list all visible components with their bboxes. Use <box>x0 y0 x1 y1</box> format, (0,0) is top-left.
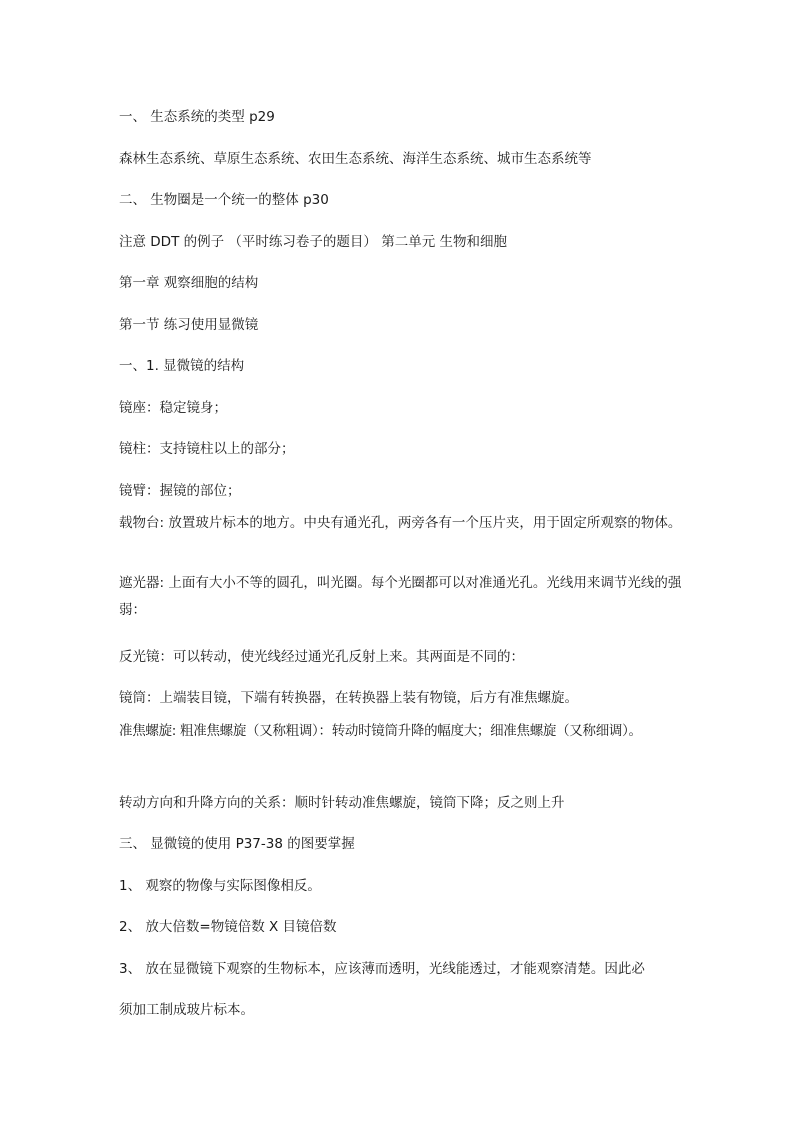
heading-chapter-one: 第一章 观察细胞的结构 <box>119 275 259 291</box>
item-mirror-pillar: 镜柱：支持镜柱以上的部分； <box>119 441 295 457</box>
heading-biosphere: 二、 生物圈是一个统一的整体 p30 <box>119 192 329 208</box>
heading-microscope-usage: 三、 显微镜的使用 P37-38 的图要掌握 <box>119 836 355 852</box>
paragraph-ecosystem-list: 森林生态系统、草原生态系统、农田生态系统、海洋生态系统、城市生态系统等 <box>119 151 592 167</box>
item-focus-knob: 准焦螺旋: 粗准焦螺旋（又称粗调）：转动时镜筒升降的幅度大；细准焦螺旋（又称细调）。 <box>119 723 642 739</box>
item-tube: 镜筒：上端装目镜，下端有转换器，在转换器上装有物镜，后方有准焦螺旋。 <box>119 690 578 706</box>
list-item-3: 3、 放在显微镜下观察的生物标本，应该薄而透明，光线能透过，才能观察清楚。因此必 <box>119 961 645 977</box>
paragraph-rotation-direction: 转动方向和升降方向的关系：顺时针转动准焦螺旋，镜筒下降；反之则上升 <box>119 795 565 811</box>
heading-microscope-structure: 一、1. 显微镜的结构 <box>119 358 245 374</box>
item-diaphragm: 遮光器: 上面有大小不等的圆孔，叫光圈。每个光圈都可以对准通光孔。光线用来调节光线的强弱： <box>119 575 682 618</box>
list-item-1: 1、 观察的物像与实际图像相反。 <box>119 878 321 894</box>
item-mirror-arm: 镜臂：握镜的部位； <box>119 483 241 499</box>
paragraph-ddt-note: 注意 DDT 的例子 （平时练习卷子的题目） 第二单元 生物和细胞 <box>119 234 507 250</box>
list-item-3-continued: 须加工制成玻片标本。 <box>119 1002 254 1018</box>
item-mirror-base: 镜座：稳定镜身； <box>119 400 227 416</box>
item-stage: 载物台: 放置玻片标本的地方。中央有通光孔，两旁各有一个压片夹，用于固定所观察的物体。 <box>119 515 682 531</box>
heading-ecosystem-types: 一、 生态系统的类型 p29 <box>119 109 275 125</box>
list-item-2: 2、 放大倍数=物镜倍数 X 目镜倍数 <box>119 919 337 935</box>
heading-section-one: 第一节 练习使用显微镜 <box>119 317 259 333</box>
item-reflector: 反光镜：可以转动，使光线经过通光孔反射上来。其两面是不同的： <box>119 649 524 665</box>
